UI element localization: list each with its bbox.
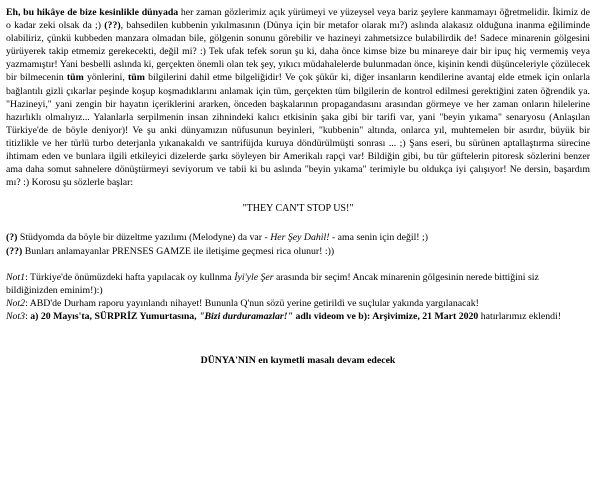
- text-segment: her zaman gözlerimiz açık yürümeyi ve yüzeysel veya bariz şeylere kanmamayı öğretmelidir. İkimiz de o kadar zeki olsak da ;): [6, 7, 590, 32]
- note-label: Not1: [6, 271, 26, 283]
- note-1: [6, 271, 590, 297]
- chorus-quote: "THEY CAN'T STOP US!": [242, 203, 354, 215]
- footnote-single-question: [6, 231, 590, 244]
- note-label: Not2: [6, 297, 26, 309]
- bold-marker: (??): [104, 20, 121, 32]
- bold-marker: (?): [6, 232, 18, 244]
- closing-line: DÜNYA'NIN en kıymetli masalı devam edecek: [200, 354, 396, 366]
- lead-bold-text: Eh, bu hikâye de bize kesinlikle dünyada: [6, 7, 179, 18]
- text-segment: : Türkiye'de önümüzdeki hafta yapılacak oy kullnma: [25, 271, 235, 283]
- text-segment: bilgilerini dahil etme bilgeliğidir! Ve çok şükür ki, diğer insanların kendilerine avantaj elde etmek için onlarla bağlantılı gizli çıkarlar peşinde koşup koşmadıklarını anlamak için tüm, gerçekten tüm bilgilerin de kontrol edilmesi gerektiğini zaten öğrendik ya. "Hazineyi," yani zengin bir hayatın içeriklerini ararken, önceden başkalarının propagandasını arasından görmeye ve her zaman onların hilelerine hazırlıklı olmalıyız... Yalanlarla serpilmenin insan zihnindeki kalıcı etkisinin şaka gibi bir tarifi var, yani "beyin yıkama" senaryosu (Anlaşılan Türkiye'de de böyle deniyor)! Ve şu anki dünyamızın nüfusunun beyinleri, "kubbenin" altında, onlarca yıl, muhtemelen bir asırdır, büyük bir titizlikle ve her türlü turbo deterjanla yıkanakaldı ve santrifüjda kuruya döndürülmüşti sonrası ... ;) Şans eseri, bu sürünen aptallaştırma sürecine ihtimam eden ve bunlara ilgili etkileyici dizelerde şarkı söyleyen bir Amerikalı rapçi var! Bildiğin gibi, bu tür güftelerin pitoresk sözlerini benzer ama daha somut sahnelere dönüştürmeyi seviyorum ve tabii ki bu aslında "beyin yıkama" terimiyle bu oldukça iyi çalışıyor! Ne dersin, başardım mı? :) Korosu şu sözlerle başlar:: [6, 72, 591, 189]
- note-3: [6, 310, 590, 323]
- text-segment: arasında bir seçim! Ancak minarenin gölgesinin nerede bittiğini siz bildiğinizden eminim!):): [6, 271, 539, 296]
- main-paragraph: [6, 6, 590, 189]
- footnotes-question-marks: [6, 231, 590, 257]
- bold-text: adlı videom ve b): Arşivimize, 21 Mart 2020: [293, 310, 479, 322]
- italic-text: Her Şey Dahil!: [270, 232, 330, 244]
- numbered-notes: [6, 271, 590, 323]
- contact-name: PRENSES GAMZE: [111, 245, 192, 257]
- italic-text: İyi'yle Şer: [234, 271, 274, 283]
- text-segment: - ama senin için değil! ;): [329, 232, 428, 244]
- text-segment: hatırlarımız eklendi!: [478, 310, 561, 322]
- bold-word: tüm: [128, 72, 145, 84]
- text-segment: , bahsedilen kubbenin yıkılmasının (Dünya için bir metafor olarak mı?) aslında alakasız olduğuna inanma eğiliminde olabiliriz, çünkü kubbeden manzara olmadan bile, gölgenin sonunu görebilir ve hazineyi zahmetsizce bulabilirdik de! Sadece minarenin gölgesini yürüyerek takip etmemiz gerekecekti, değil mi? :) Tek ufak tefek sorun şu ki, daha önce kimse bize bu minareye dair bir ipuç hiç vermemiş veya yazmamıştır! Yani besbelli aslında ki, gerçekten önemli olan tek şey, yıkıcı müdahalelerde bulunmadan önce, kişinin kendi düşünceleriyle çözülecek bir bilmecenin: [6, 20, 591, 84]
- text-segment: Stüdyomda da böyle bir düzeltme yazılımı (Melodyne) da var -: [17, 232, 271, 244]
- text-segment: ile iletişime geçmesi rica olunur! :)): [191, 245, 335, 257]
- text-segment: Bunları anlamayanlar: [22, 245, 112, 257]
- bold-marker: (??): [6, 245, 23, 257]
- text-segment: : ABD'de Durham raporu yayınlandı nihayet! Bununla Q'nun sözü yerine getirildi ve suçlular yakında yargılanacak!: [25, 297, 479, 309]
- note-label: Not3: [6, 310, 26, 322]
- video-title: "Bizi durduramazlar!": [199, 310, 293, 322]
- bold-word: tüm: [66, 72, 84, 84]
- note-2: [6, 297, 590, 310]
- bold-text: a) 20 Mayıs'ta, SÜRPRİZ Yumurtasına,: [30, 310, 200, 322]
- text-segment: yönlerini,: [83, 72, 129, 84]
- text-segment: :: [25, 310, 31, 322]
- footnote-double-question: [6, 245, 590, 258]
- document-body: [6, 6, 590, 367]
